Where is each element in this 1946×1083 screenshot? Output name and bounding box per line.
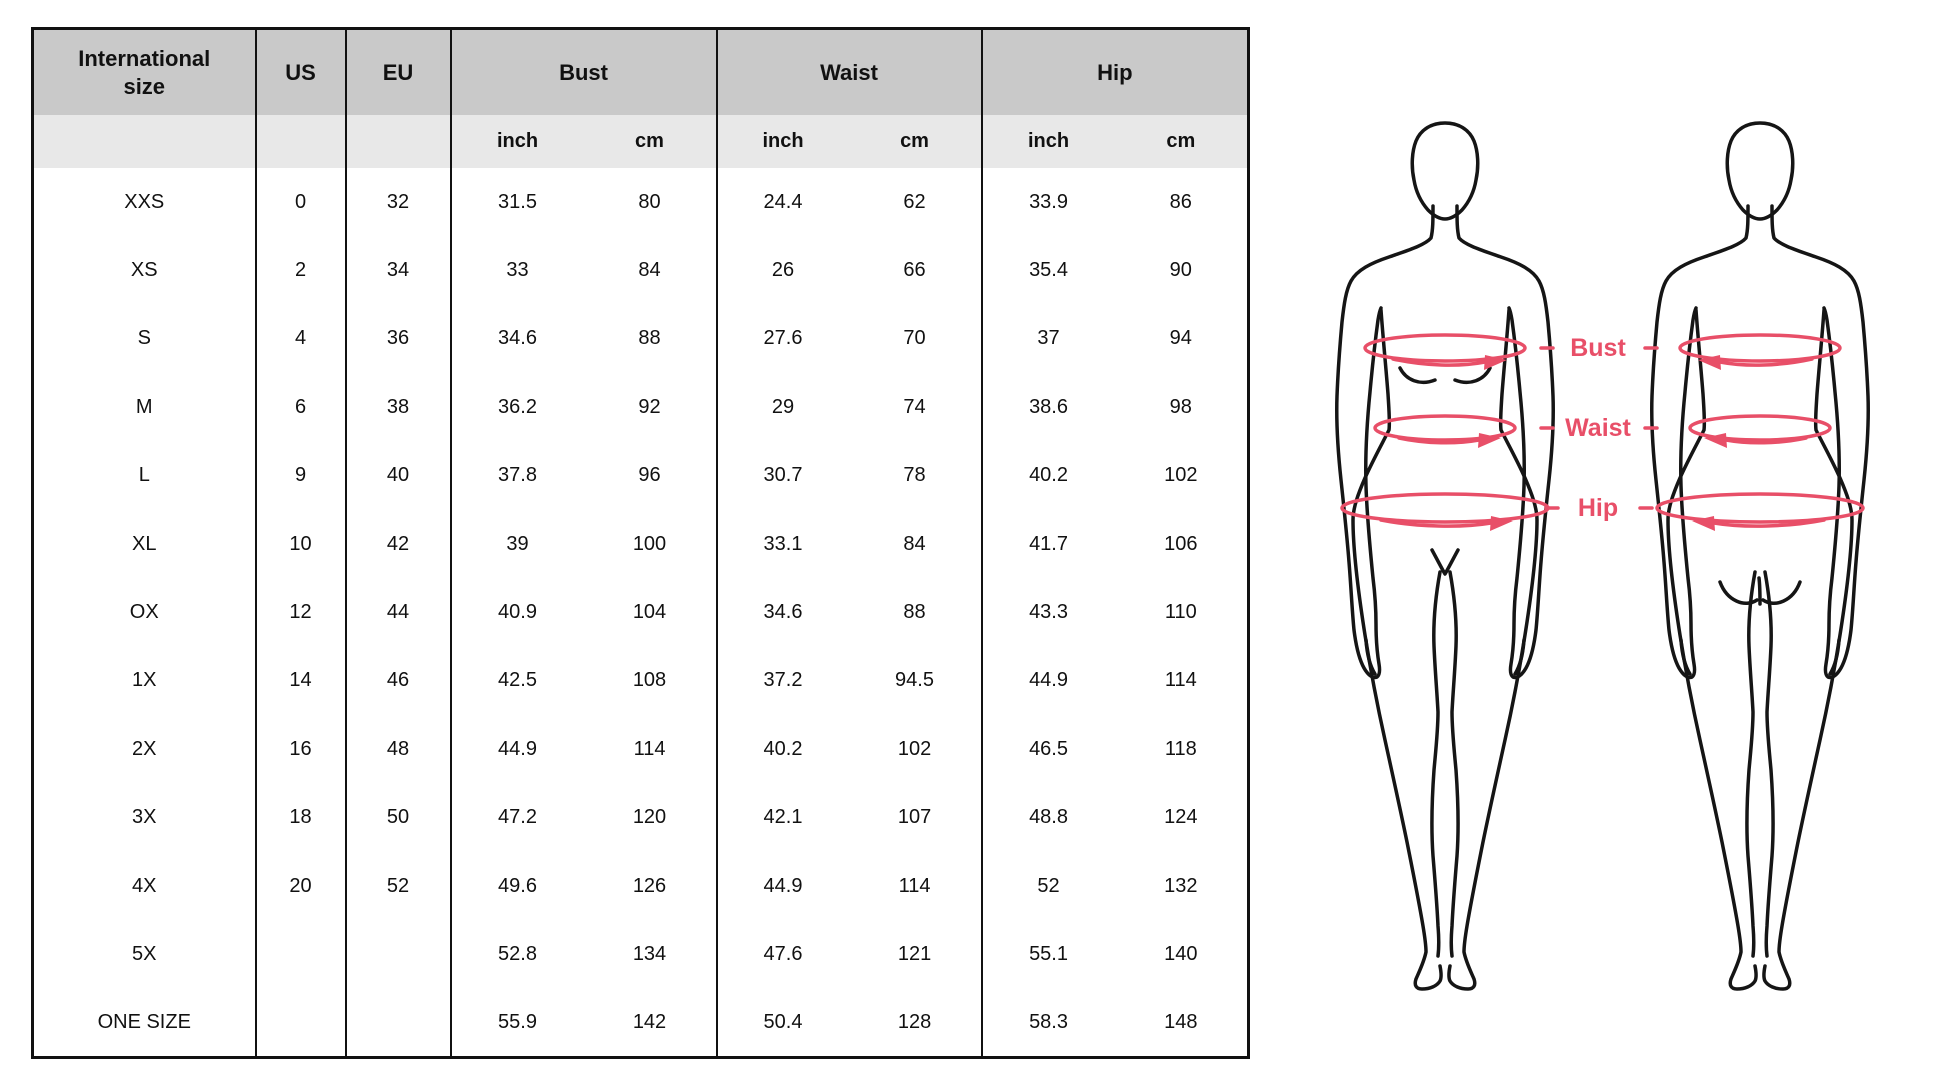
hip-inch-cell: 46.5 (1029, 737, 1068, 760)
header-eu: EU (346, 29, 451, 116)
table-row (33, 578, 1249, 646)
header-row-groups (33, 29, 1249, 116)
empty-subheader-cell (346, 115, 451, 168)
waist-inch-unit: inch (717, 115, 849, 168)
size-cell: OX (33, 578, 256, 646)
eu-cell: 40 (346, 442, 451, 510)
waist-cm-cell: 94.5 (849, 647, 982, 715)
header-bust: Bust (451, 29, 717, 116)
bust-cm-cell: 108 (584, 647, 717, 715)
bust-inch-cell: 37.8 (498, 464, 537, 487)
us-cell: 0 (256, 168, 346, 236)
us-cell: 20 (256, 852, 346, 920)
waist-inch-cell: 47.6 (763, 942, 803, 965)
waist-inch-cell: 50.4 (763, 1010, 803, 1033)
waist-label: Waist (1565, 414, 1631, 442)
eu-cell: 34 (346, 236, 451, 304)
table-row (33, 510, 1249, 578)
waist-inch-cell: 29 (771, 395, 795, 418)
size-cell: 4X (33, 852, 256, 920)
table-row (33, 715, 1249, 783)
hip-cm-cell: 110 (1164, 601, 1197, 624)
hip-cm-cell: 148 (1164, 1010, 1198, 1033)
eu-cell (346, 989, 451, 1057)
bust-inch-cell: 40.9 (498, 601, 537, 624)
size-cell: M (33, 373, 256, 441)
us-cell: 2 (256, 236, 346, 304)
hip-cm-cell: 114 (1164, 669, 1197, 692)
us-cell: 14 (256, 647, 346, 715)
hip-inch-cell: 40.2 (1029, 464, 1068, 487)
bust-cm-cell: 134 (584, 920, 717, 988)
size-cell: XS (33, 236, 256, 304)
table-row (33, 442, 1249, 510)
eu-cell (346, 920, 451, 988)
table-row (33, 236, 1249, 304)
waist-inch-cell: 42.1 (763, 806, 803, 829)
waist-inch-cell: 37.2 (763, 669, 803, 692)
hip-inch-cell: 44.9 (1029, 669, 1068, 692)
hip-cm-cell: 118 (1164, 737, 1197, 760)
size-cell: XL (33, 510, 256, 578)
size-cell: 2X (33, 715, 256, 783)
eu-cell: 46 (346, 647, 451, 715)
waist-cm-cell: 114 (849, 852, 982, 920)
us-cell: 10 (256, 510, 346, 578)
bust-inch-cell: 33 (506, 259, 529, 282)
waist-cm-cell: 62 (849, 168, 982, 236)
body-figures-svg (1295, 80, 1945, 1010)
bust-inch-cell: 44.9 (498, 737, 537, 760)
hip-inch-cell: 48.8 (1029, 806, 1068, 829)
header-waist: Waist (717, 29, 982, 116)
waist-inch-cell: 27.6 (763, 327, 803, 350)
us-cell: 16 (256, 715, 346, 783)
table-row (33, 852, 1249, 920)
header-hip: Hip (982, 29, 1249, 116)
bust-inch-cell: 36.2 (498, 395, 537, 418)
bust-cm-cell: 126 (584, 852, 717, 920)
waist-cm-cell: 78 (849, 442, 982, 510)
bust-cm-cell: 104 (584, 578, 717, 646)
bust-cm-unit: cm (584, 115, 717, 168)
table-row (33, 920, 1249, 988)
hip-inch-unit: inch (982, 115, 1115, 168)
figure-back (1652, 123, 1869, 989)
size-cell: 3X (33, 784, 256, 852)
size-cell: ONE SIZE (33, 989, 256, 1057)
size-cell: 5X (33, 920, 256, 988)
waist-cm-cell: 88 (849, 578, 982, 646)
bust-inch-unit: inch (451, 115, 584, 168)
hip-cm-cell: 132 (1164, 874, 1198, 897)
waist-inch-cell: 30.7 (763, 464, 803, 487)
hip-cm-cell: 90 (1169, 259, 1192, 282)
size-cell: XXS (33, 168, 256, 236)
hip-inch-cell: 43.3 (1029, 601, 1068, 624)
waist-inch-cell: 44.9 (763, 874, 803, 897)
size-chart-table (31, 27, 1250, 1059)
bust-label: Bust (1570, 334, 1626, 362)
empty-subheader-cell (256, 115, 346, 168)
waist-inch-cell: 40.2 (763, 737, 803, 760)
bust-inch-cell: 52.8 (498, 942, 537, 965)
measurement-diagram (1295, 80, 1945, 1010)
eu-cell: 50 (346, 784, 451, 852)
waist-cm-cell: 121 (849, 920, 982, 988)
us-cell: 6 (256, 373, 346, 441)
bust-inch-cell: 39 (506, 532, 529, 555)
hip-cm-cell: 86 (1169, 190, 1192, 213)
hip-inch-cell: 55.1 (1029, 942, 1068, 965)
bust-cm-cell: 114 (584, 715, 717, 783)
bust-cm-cell: 120 (584, 784, 717, 852)
bust-inch-cell: 55.9 (498, 1010, 537, 1033)
bust-cm-cell: 88 (584, 305, 717, 373)
waist-inch-cell: 33.1 (763, 532, 803, 555)
waist-inch-cell: 24.4 (763, 190, 803, 213)
eu-cell: 42 (346, 510, 451, 578)
waist-inch-cell: 34.6 (763, 601, 803, 624)
size-cell: 1X (33, 647, 256, 715)
table-row (33, 305, 1249, 373)
header-us: US (256, 29, 346, 116)
table-row (33, 647, 1249, 715)
table-row (33, 989, 1249, 1057)
hip-cm-cell: 106 (1164, 532, 1198, 555)
bust-cm-cell: 96 (584, 442, 717, 510)
eu-cell: 48 (346, 715, 451, 783)
hip-cm-cell: 98 (1169, 395, 1192, 418)
us-cell (256, 920, 346, 988)
bust-inch-cell: 31.5 (498, 190, 537, 213)
table-row (33, 784, 1249, 852)
bust-inch-cell: 49.6 (498, 874, 537, 897)
us-cell: 4 (256, 305, 346, 373)
hip-cm-cell: 102 (1164, 464, 1198, 487)
us-cell: 9 (256, 442, 346, 510)
eu-cell: 38 (346, 373, 451, 441)
bust-cm-cell: 80 (584, 168, 717, 236)
hip-cm-unit: cm (1115, 115, 1249, 168)
bust-inch-cell: 42.5 (498, 669, 537, 692)
waist-cm-cell: 84 (849, 510, 982, 578)
size-rows (33, 168, 1249, 1057)
bust-inch-cell: 47.2 (498, 806, 537, 829)
hip-inch-cell: 38.6 (1029, 395, 1068, 418)
hip-cm-cell: 124 (1164, 806, 1198, 829)
eu-cell: 44 (346, 578, 451, 646)
empty-subheader-cell (33, 115, 256, 168)
hip-inch-cell: 33.9 (1029, 190, 1068, 213)
hip-inch-cell: 58.3 (1029, 1010, 1068, 1033)
bust-inch-cell: 34.6 (498, 327, 537, 350)
hip-label: Hip (1577, 494, 1619, 522)
waist-cm-cell: 107 (849, 784, 982, 852)
hip-inch-cell: 52 (1037, 874, 1060, 897)
waist-cm-cell: 70 (849, 305, 982, 373)
size-cell: S (33, 305, 256, 373)
waist-cm-cell: 102 (849, 715, 982, 783)
hip-cm-cell: 140 (1164, 942, 1198, 965)
waist-cm-cell: 128 (849, 989, 982, 1057)
eu-cell: 32 (346, 168, 451, 236)
size-cell: L (33, 442, 256, 510)
hip-inch-cell: 37 (1037, 327, 1060, 350)
hip-inch-cell: 41.7 (1029, 532, 1068, 555)
us-cell (256, 989, 346, 1057)
waist-cm-cell: 66 (849, 236, 982, 304)
table-row (33, 373, 1249, 441)
bust-cm-cell: 100 (584, 510, 717, 578)
us-cell: 18 (256, 784, 346, 852)
header-row-units (33, 115, 1249, 168)
bust-cm-cell: 142 (584, 989, 717, 1057)
header-international-size: International size (33, 29, 256, 116)
bust-cm-cell: 92 (584, 373, 717, 441)
waist-cm-cell: 74 (849, 373, 982, 441)
bust-cm-cell: 84 (584, 236, 717, 304)
eu-cell: 36 (346, 305, 451, 373)
waist-cm-unit: cm (849, 115, 982, 168)
hip-cm-cell: 94 (1169, 327, 1192, 350)
us-cell: 12 (256, 578, 346, 646)
waist-inch-cell: 26 (771, 259, 795, 282)
table-row (33, 168, 1249, 236)
figure-front (1337, 123, 1554, 989)
hip-inch-cell: 35.4 (1029, 259, 1068, 282)
eu-cell: 52 (346, 852, 451, 920)
